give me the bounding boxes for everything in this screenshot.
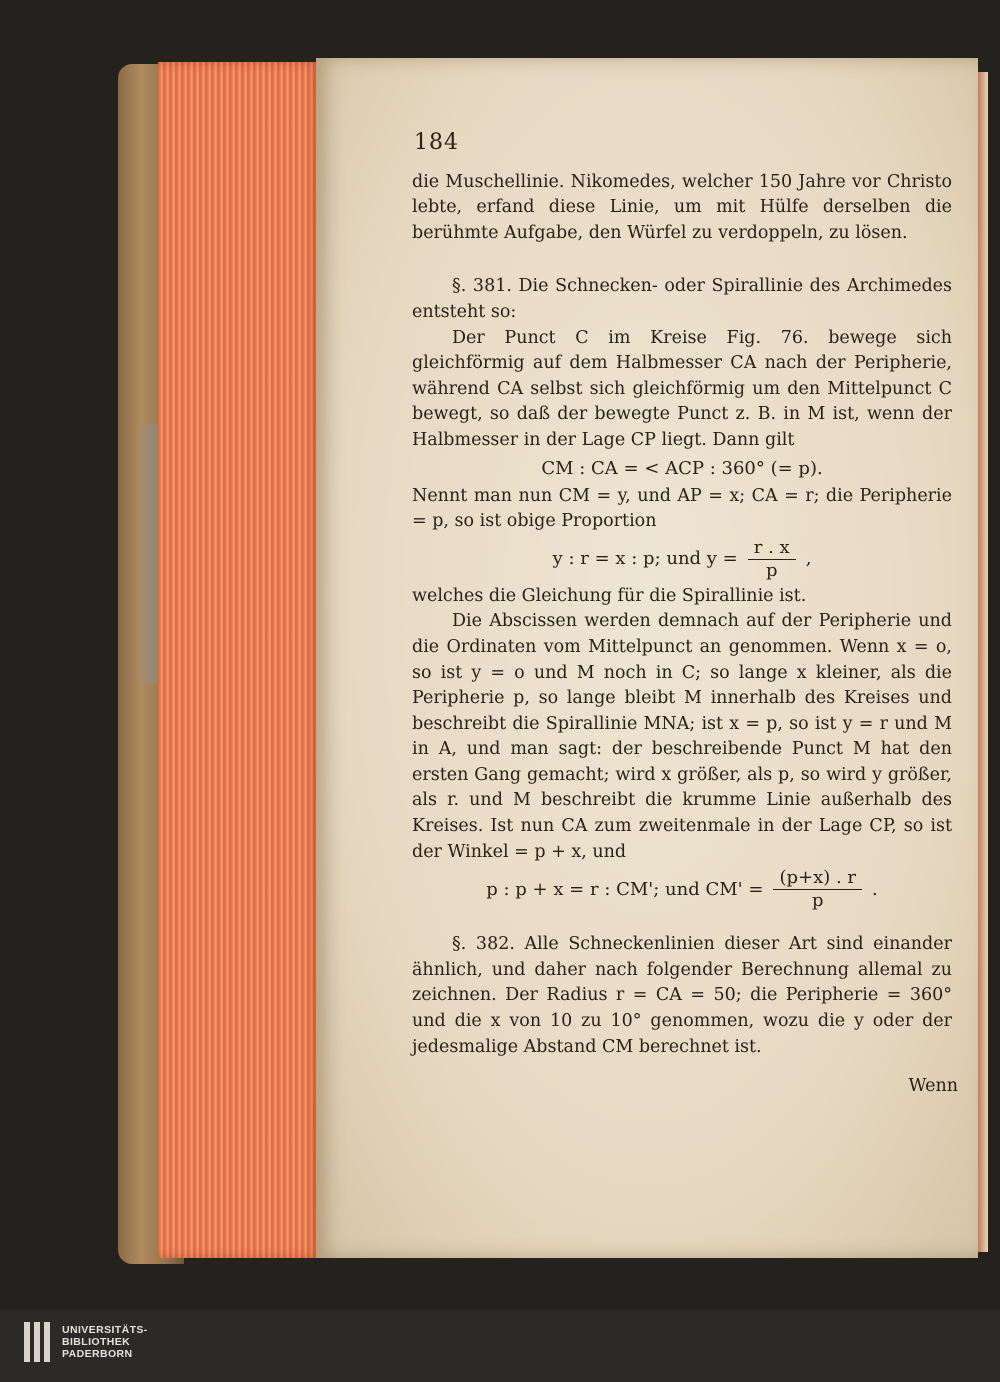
page-edges bbox=[158, 62, 320, 1258]
section-381-paragraph-2: Nennt man nun CM = y, und AP = x; CA = r; die Peripherie = p, so ist obige Proportion bbox=[412, 485, 952, 532]
section-381-paragraph-1: Der Punct C im Kreise Fig. 76. bewege sich gleichförmig auf dem Halbmesser CA nach der Peripherie, während CA selbst sich gleichförmig um den Mittelpunct C bewegt, so daß der bewegte Punct z. B. in M ist, wenn der Halbmesser in der Lage CP liegt. Dann gilt bbox=[412, 327, 952, 450]
logo-line-3: PADERBORN bbox=[62, 1348, 133, 1360]
section-381-paragraph-4: Die Abscissen werden demnach auf der Peripherie und die Ordinaten vom Mittelpunct an genommen. Wenn x = o, so ist y = o und M noch in C; so lange x kleiner, als die Peripherie p, so lange bleibt M innerhalb des Kreises und beschreibt die Spirallinie MNA; ist x = p, so ist y = r und M in A, und man sagt: der beschreibende Punct M hat den ersten Gang gemacht; wird x größer, als p, so wird y größer, als r. und M beschreibt die krumme Linie außerhalb des Kreises. Ist nun CA zum zweitenmale in der Lage CP, so ist der Winkel = p + x, und bbox=[412, 611, 952, 862]
fraction-numerator: (p+x) . r bbox=[773, 867, 862, 890]
formula-2-left: y : r = x : p; und y = bbox=[552, 548, 738, 570]
section-381-paragraph-3: welches die Gleichung für die Spirallinie ist. bbox=[412, 585, 807, 606]
logo-line-2: BIBLIOTHEK bbox=[62, 1336, 131, 1348]
formula-spiral-equation bbox=[412, 537, 952, 582]
fraction-numerator: r . x bbox=[748, 537, 796, 560]
fraction-rx-over-p bbox=[748, 537, 796, 582]
formula-3-left: p : p + x = r : CM'; und CM' = bbox=[486, 878, 764, 900]
formula-proportion: CM : CA = < ACP : 360° (= p). bbox=[541, 457, 823, 479]
book-page bbox=[316, 58, 978, 1258]
page-text bbox=[412, 130, 958, 1100]
open-book bbox=[118, 58, 988, 1268]
fraction-px-r-over-p bbox=[773, 867, 862, 912]
library-logo bbox=[24, 1322, 148, 1362]
formula-2-end: , bbox=[805, 548, 812, 570]
logo-line-1: UNIVERSITÄTS- bbox=[62, 1324, 148, 1336]
formula-3-end: . bbox=[872, 878, 878, 900]
fraction-denominator: p bbox=[765, 559, 778, 581]
catchword: Wenn bbox=[908, 1076, 958, 1097]
library-logo-text bbox=[62, 1324, 148, 1360]
paragraph-muschellinie: die Muschellinie. Nikomedes, welcher 150 Jahre vor Christo lebte, erfand diese Linie, um mit Hülfe derselben die berühmte Aufgabe, den Würfel zu verdoppeln, zu lösen. bbox=[412, 171, 952, 243]
library-logo-icon bbox=[24, 1322, 52, 1362]
section-381-heading: §. 381. Die Schnecken- oder Spirallinie des Archimedes entsteht so: bbox=[412, 276, 952, 322]
formula-cm-prime bbox=[412, 867, 952, 912]
fraction-denominator: p bbox=[811, 890, 824, 912]
section-382-paragraph: §. 382. Alle Schneckenlinien dieser Art sind einander ähnlich, und daher nach folgender Berechnung allemal zu zeichnen. Der Radius r = CA = 50; die Peripherie = 360° und die x von 10 zu 10° genommen, wozu die y oder der jedesmalige Abstand CM berechnet ist. bbox=[412, 934, 952, 1057]
page-number: 184 bbox=[414, 130, 459, 155]
